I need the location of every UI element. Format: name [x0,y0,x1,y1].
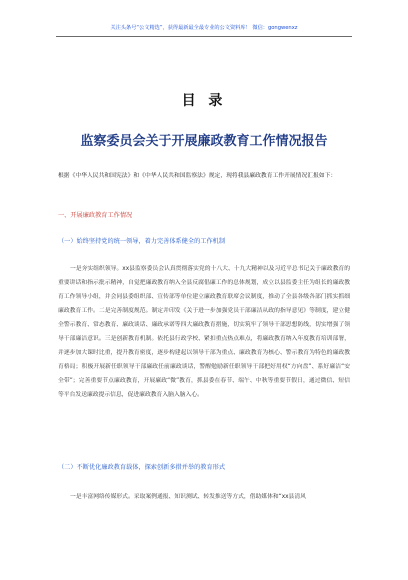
header-promo-text[interactable]: 关注头条号“公文精选”，获得最新最全最专业的公文资料库！ 微信：gongwenxz [110,25,298,31]
body-paragraph-1: 一是夯实组织领导。xx县监察委员会认真贯彻落实党的十八大、十九大精神以及习近平总书记关于廉政教育的重要讲话和指示批示精神，自觉把廉政教育纳入全县反腐倡廉工作的总体规划，成立以县监委主任为组长的廉政教育工作领导小组，并会同县委组织部、宣传部等单位建立廉政教育联席会议制度，推动了全县各级各部门抓实抓细廉政教育工作。二是完善制度规范。制定并印发《关于进一步加强党员干部廉洁从政的指导意见》等制度，建立健全警示教育、常态教育、廉政谈话、廉政承诺等四大廉政教育措施，切实筑牢了领导干部思想防线，切实增强了领导干部廉洁意识。三是创新教育机制。依托县行政学校、紧扣重点热点难点，将廉政教育纳入年度教育培训部署，并逐步加大课时比重，提升教育密度，逐步构建起以领导干部为重点、廉政教育为核心、警示教育为特色的廉政教育格局；积极开展新任职领导干部廉政任前廉政谈话，警醒勉励新任职领导干部把好用权“方向盘”、系好廉洁“安全带”；完善重要节点廉政教育，开展廉政“微”教育，抓县委在春节、端午、中秋等重要节假日，通过微信、短信等平台发送廉政提示信息，促进廉政教育入脑入脑入心。 [58,266,350,398]
subsection-heading-1: （一）始终坚持党的统一领导，着力完善体系健全的工作机制 [58,238,226,245]
body-paragraph-2: 一是丰富网络传媒形式。采取案例通报、知识测试、转发推送等方式，借助媒体和“xx县清风 [70,494,306,500]
document-title: 监察委员会关于开展廉政教育工作情况报告 [80,134,328,149]
intro-paragraph: 根据《中华人民共和国宪法》和《中华人民共和国监察法》规定，现将我县廉政教育工作开展情况汇报如下： [58,173,337,179]
subsection-heading-2: （二）不断优化廉政教育载体，探索创新多措并举的教育形式 [58,464,226,471]
section-heading-1: 一、开展廉政教育工作情况 [58,212,133,219]
toc-title: 目 录 [181,93,227,109]
header-divider [56,36,352,37]
